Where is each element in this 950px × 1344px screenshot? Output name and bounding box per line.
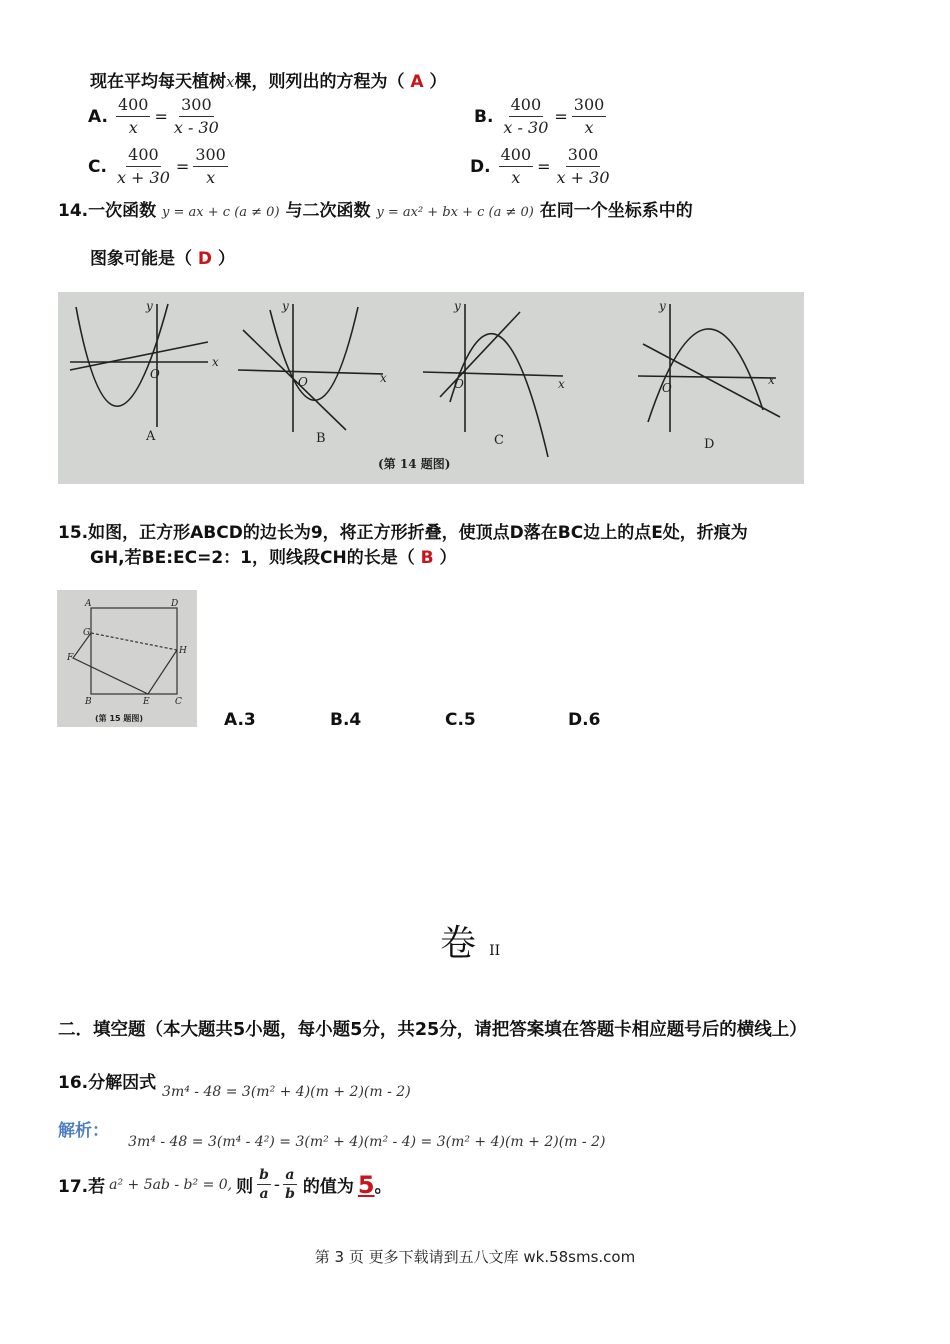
fraction: $\frac{300}{x}$ <box>195 145 226 187</box>
svg-text:O: O <box>454 377 464 391</box>
q13-stem: 现在平均每天植树x棵，则列出的方程为（ A ） <box>90 72 447 92</box>
graph-label-c: C <box>494 433 504 448</box>
point-g: G <box>83 628 91 638</box>
fold-line-gh <box>91 633 177 650</box>
q15-stem-line2: GH,若BE:EC=2：1，则线段CH的长是（ B ） <box>90 548 457 568</box>
graph-c-line <box>440 312 520 397</box>
folded-edge <box>73 633 177 694</box>
graph-label-a: A <box>146 429 156 444</box>
svg-text:x: x <box>768 373 775 387</box>
point-c: C <box>175 697 182 707</box>
q15-choice-c: C.5 <box>445 710 476 730</box>
q17-stem: 17.若 a² + 5ab - b² = 0, 则 $\frac{b}{a}$ - $\frac{a}{b}$ 的值为 5 。 <box>58 1167 392 1202</box>
graph-a-parabola <box>76 304 168 406</box>
section-title: 卷 II <box>440 923 501 964</box>
q17-answer: 5 <box>357 1170 375 1199</box>
point-b: B <box>85 697 92 707</box>
graph-a-line <box>70 342 208 370</box>
q13-option-a: A. $\frac{400}{x}$ = $\frac{300}{x - 30}$ <box>88 95 219 137</box>
q14-caption: (第 14 题图) <box>378 457 451 471</box>
q15-answer: B <box>420 548 434 568</box>
fraction: $\frac{400}{x + 30}$ <box>116 145 170 187</box>
q15-stem-line1: 15.如图，正方形ABCD的边长为9，将正方形折叠，使顶点D落在BC边上的点E处，折痕为 <box>58 523 748 543</box>
svg-text:y: y <box>454 299 461 313</box>
q15-figure-svg <box>57 590 197 727</box>
svg-text:y: y <box>146 299 153 313</box>
graph-c-x-axis <box>423 372 563 376</box>
q15-choice-d: D.6 <box>568 710 601 730</box>
fraction: $\frac{400}{x}$ <box>117 95 149 137</box>
q13-option-b: B. $\frac{400}{x - 30}$ = $\frac{300}{x}$ <box>474 95 605 137</box>
q15-caption: (第 15 题图) <box>95 714 144 723</box>
graph-b-line <box>243 330 346 430</box>
svg-text:x: x <box>212 355 219 369</box>
fraction: $\frac{400}{x}$ <box>500 145 532 187</box>
svg-text:O: O <box>298 375 308 389</box>
fraction: $\frac{300}{x}$ <box>573 95 605 137</box>
q17-condition: a² + 5ab - b² = 0, <box>109 1176 233 1193</box>
point-h: H <box>179 646 187 656</box>
page-footer: 第 3 页 更多下载请到五八文库 wk.58sms.com <box>314 1248 636 1266</box>
point-e: E <box>143 697 150 707</box>
q13-option-d: D. $\frac{400}{x}$ = $\frac{300}{x + 30}$ <box>470 145 610 187</box>
graph-b-x-axis <box>238 370 383 374</box>
fraction-a-over-b: $\frac{a}{b}$ <box>285 1167 295 1202</box>
q13-answer: A <box>410 72 424 92</box>
section-heading: 二．填空题（本大题共5小题，每小题5分，共25分，请把答案填在答题卡相应题号后的横线上） <box>58 1020 807 1040</box>
q16-analysis-expression: 3m⁴ - 48 = 3(m⁴ - 4²) = 3(m² + 4)(m² - 4) = 3(m² + 4)(m + 2)(m - 2) <box>128 1134 606 1150</box>
graph-b-parabola <box>270 307 358 400</box>
fraction: $\frac{300}{x + 30}$ <box>556 145 610 187</box>
point-d: D <box>171 599 179 609</box>
q14-stem: 14.一次函数 y = ax + c (a ≠ 0) 与二次函数 y = ax² + bx + c (a ≠ 0) 在同一个坐标系中的 <box>58 201 693 221</box>
graph-label-d: D <box>704 437 715 452</box>
q15-figure <box>57 590 197 727</box>
q14-answer: D <box>197 249 213 269</box>
svg-text:y: y <box>659 299 666 313</box>
q14-stem-line2: 图象可能是（ D ） <box>90 249 235 269</box>
q15-choice-b: B.4 <box>330 710 362 730</box>
q14-graph-figure <box>58 292 804 484</box>
svg-text:O: O <box>150 367 160 381</box>
svg-text:x: x <box>558 377 565 391</box>
q16-analysis <box>58 1116 606 1150</box>
point-a: A <box>85 599 92 609</box>
svg-text:O: O <box>662 381 672 395</box>
graph-d-parabola <box>648 329 763 422</box>
svg-text:x: x <box>380 371 387 385</box>
square-abcd <box>91 608 177 694</box>
q14-graphs-svg <box>58 292 804 484</box>
section-roman: II <box>489 942 501 959</box>
q16-expression: 3m⁴ - 48 = 3(m² + 4)(m + 2)(m - 2) <box>162 1084 411 1100</box>
q15-choice-a: A.3 <box>224 710 256 730</box>
q14-linear-function: y = ax + c (a ≠ 0) <box>162 205 280 220</box>
q16-stem: 16.分解因式 $_{3m^4 - 48 = 3(m^2 + 4)(m + 2)(m - 2)}$ <box>58 1073 411 1100</box>
fraction-b-over-a: $\frac{b}{a}$ <box>259 1167 269 1202</box>
svg-text:y: y <box>282 299 289 313</box>
q14-quadratic-function: y = ax² + bx + c (a ≠ 0) <box>376 205 534 220</box>
q13-variable: x <box>226 73 235 91</box>
fraction: $\frac{300}{x - 30}$ <box>173 95 219 137</box>
point-f: F <box>67 653 74 663</box>
q13-option-c: C. $\frac{400}{x + 30}$ = $\frac{300}{x}$ <box>88 145 226 187</box>
fraction: $\frac{400}{x - 30}$ <box>503 95 549 137</box>
graph-label-b: B <box>316 431 326 446</box>
analysis-label: 解析： <box>58 1121 109 1141</box>
